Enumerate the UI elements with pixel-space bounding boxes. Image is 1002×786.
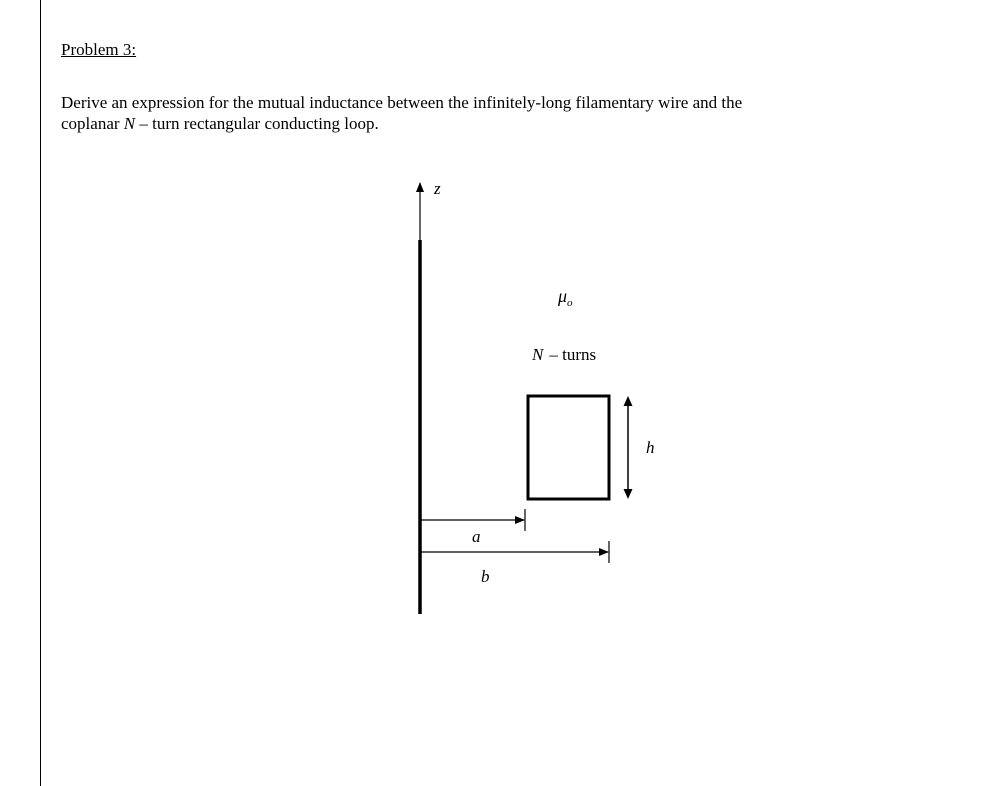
- height-label: h: [646, 438, 655, 457]
- turns-var: N: [532, 345, 544, 364]
- problem-text-line1: Derive an expression for the mutual inductance between the infinitely-long filamentary wire and the: [61, 93, 743, 112]
- rectangular-loop: [528, 396, 609, 499]
- turns-text: – turns: [549, 345, 597, 364]
- problem-text-turns-var: N: [123, 114, 136, 133]
- distance-a-label: a: [472, 527, 481, 546]
- height-arrow-bottom-head: [624, 489, 633, 499]
- permeability-subscript: o: [567, 297, 573, 309]
- permeability-symbol: μ: [558, 286, 568, 306]
- height-arrow-top-head: [624, 396, 633, 406]
- z-axis-label: z: [434, 179, 441, 198]
- problem-heading: Problem 3:: [61, 40, 137, 59]
- problem-text-line2-suffix: – turn rectangular conducting loop.: [135, 114, 379, 133]
- distance-b-label: b: [481, 567, 490, 586]
- problem-text-line2-prefix: coplanar: [61, 114, 124, 133]
- turns-label: [531, 345, 596, 364]
- permeability-label: [557, 286, 573, 309]
